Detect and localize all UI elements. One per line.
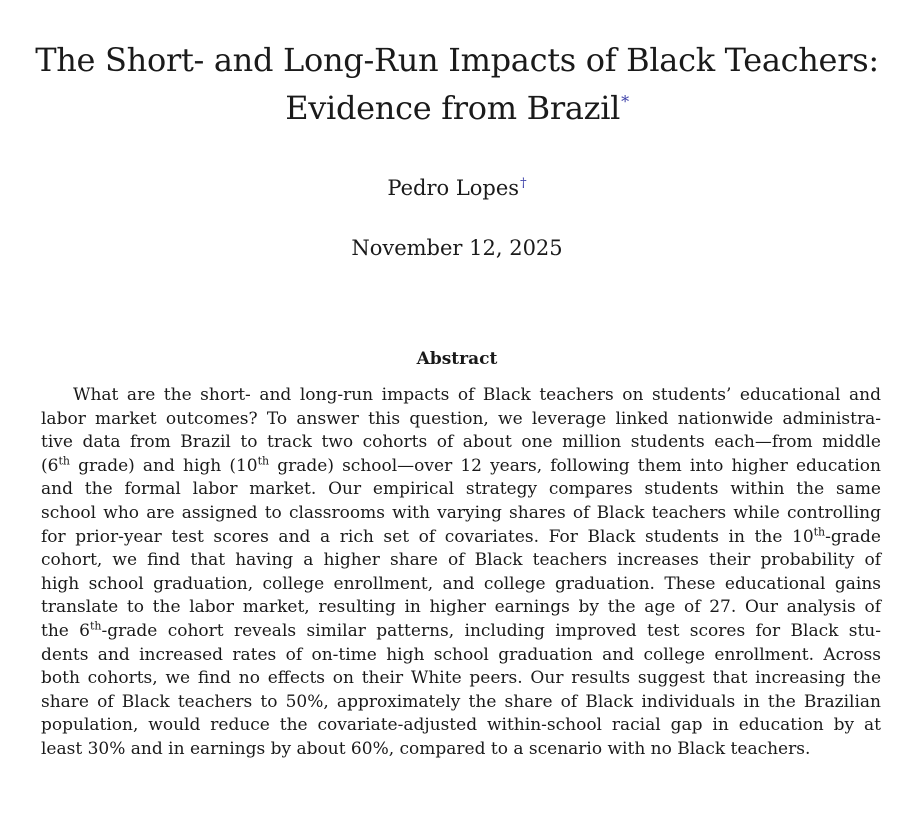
title-footnote-link[interactable]: * <box>621 92 629 112</box>
abstract-line <box>41 714 881 738</box>
paper-title <box>0 36 914 132</box>
title-line-2 <box>0 84 914 132</box>
abstract-text-segment: the 6 <box>41 620 91 641</box>
abstract-heading: Abstract <box>416 349 498 369</box>
abstract-line <box>41 455 881 479</box>
abstract-line <box>41 478 881 502</box>
abstract-text-segment: school who are assigned to classrooms with varying shares of Black teachers while controlling <box>41 502 881 523</box>
abstract-text-segment: -grade cohort reveals similar patterns, including improved test scores for Black stu- <box>101 620 881 641</box>
ordinal-superscript: th <box>257 454 270 468</box>
abstract-text-segment: grade) and high (10 <box>69 455 258 476</box>
abstract-text-segment: -grade <box>825 526 881 547</box>
abstract-line <box>41 549 881 573</box>
abstract-text-segment: least 30% and in earnings by about 60%, compared to a scenario with no Black teachers. <box>41 738 811 759</box>
author-footnote-link[interactable]: † <box>520 176 527 191</box>
abstract-text-segment: grade) school—over 12 years, following them into higher education <box>269 455 881 476</box>
abstract-line <box>41 691 881 715</box>
abstract-line <box>41 573 881 597</box>
abstract-text-segment: What are the short- and long-run impacts of Black teachers on students’ educational and <box>73 385 881 405</box>
abstract-line <box>41 620 881 644</box>
title-line-2-text: Evidence from Brazil <box>285 89 621 127</box>
abstract-line <box>41 526 881 550</box>
abstract-text-segment: population, would reduce the covariate-adjusted within-school racial gap in education by at <box>41 715 881 736</box>
abstract-text-segment: (6 <box>41 455 59 476</box>
abstract-line <box>41 502 881 526</box>
abstract-text-segment: tive data from Brazil to track two cohorts of about one million students each—from middle <box>41 432 881 453</box>
abstract-text-segment: dents and increased rates of on-time high school graduation and college enrollment. Across <box>41 644 881 665</box>
author-name <box>0 172 914 204</box>
abstract-text-segment: high school graduation, college enrollment, and college graduation. These educational gains <box>41 573 881 594</box>
abstract-line <box>41 667 881 691</box>
abstract-text-segment: both cohorts, we find no effects on their White peers. Our results suggest that increasing the <box>41 668 881 689</box>
ordinal-superscript: th <box>90 619 102 633</box>
abstract-line <box>41 596 881 620</box>
paper-date: November 12, 2025 <box>351 236 563 260</box>
title-line-1: The Short- and Long-Run Impacts of Black Teachers: <box>35 41 879 79</box>
abstract-text-segment: translate to the labor market, resulting in higher earnings by the age of 27. Our analysis of <box>41 597 881 618</box>
ordinal-superscript: th <box>813 524 826 538</box>
abstract-text-segment: and the formal labor market. Our empirical strategy compares students within the same <box>41 479 881 500</box>
abstract-line <box>41 738 881 762</box>
ordinal-superscript: th <box>58 454 70 468</box>
abstract-line <box>41 431 881 455</box>
abstract-line <box>41 384 881 408</box>
abstract-text <box>41 384 881 762</box>
abstract-text-segment: labor market outcomes? To answer this question, we leverage linked nationwide administra- <box>41 408 881 429</box>
abstract-line <box>41 408 881 432</box>
abstract-text-segment: cohort, we find that having a higher share of Black teachers increases their probability of <box>41 550 881 571</box>
abstract-text-segment: share of Black teachers to 50%, approximately the share of Black individuals in the Brazilian <box>41 691 881 712</box>
abstract-line <box>41 644 881 668</box>
author-name-text: Pedro Lopes <box>387 176 520 200</box>
abstract-text-segment: for prior-year test scores and a rich set of covariates. For Black students in the 10 <box>41 526 814 547</box>
